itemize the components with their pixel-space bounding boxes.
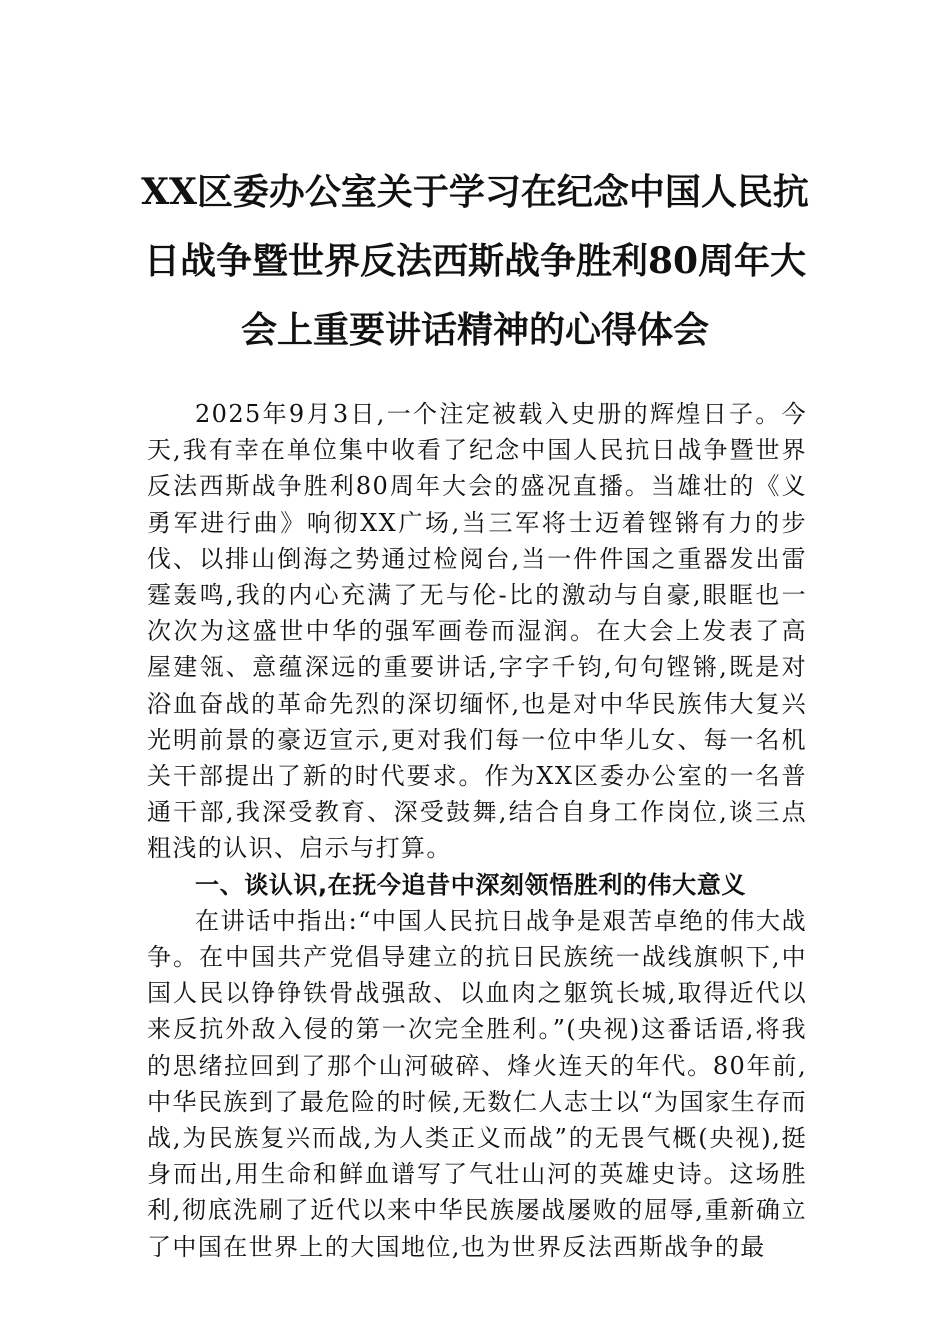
title-line-1: XX区委办公室关于学习在纪念中国人民抗	[141, 171, 809, 213]
section-paragraph: 在讲话中指出:“中国人民抗日战争是艰苦卓绝的伟大战争。在中国共产党倡导建立的抗日民族统一战线旗帜下,中国人民以铮铮铁骨战强敌、以血肉之躯筑长城,取得近代以来反抗外敌入侵的第一次完全胜利。”(央视)这番话语,将我的思绪拉回到了那个山河破碎、烽火连天的年代。80年前,中华民族到了最危险的时候,无数仁人志士以“为国家生存而战,为民族复兴而战,为人类正义而战”的无畏气概(央视),挺身而出,用生命和鲜血谱写了气壮山河的英雄史诗。这场胜利,彻底洗刷了近代以来中华民族屡战屡败的屈辱,重新确立了中国在世界上的大国地位,也为世界反法西斯战争的最	[147, 906, 807, 1261]
section-heading: 一、谈认识,在抚今追昔中深刻领悟胜利的伟大意义	[195, 870, 746, 899]
document-title	[140, 158, 810, 365]
title-line-3: 会上重要讲话精神的心得体会	[240, 309, 709, 351]
title-line-2: 日战争暨世界反法西斯战争胜利80周年大	[143, 240, 807, 282]
document-body	[147, 396, 807, 1265]
intro-paragraph: 2025年9月3日,一个注定被载入史册的辉煌日子。今天,我有幸在单位集中收看了纪念中国人民抗日战争暨世界反法西斯战争胜利80周年大会的盛况直播。当雄壮的《义勇军进行曲》响彻XX广场,当三军将士迈着铿锵有力的步伐、以排山倒海之势通过检阅台,当一件件国之重器发出雷霆轰鸣,我的内心充满了无与伦-比的激动与自豪,眼眶也一次次为这盛世中华的强军画卷而湿润。在大会上发表了高屋建瓴、意蕴深远的重要讲话,字字千钧,句句铿锵,既是对浴血奋战的革命先烈的深切缅怀,也是对中华民族伟大复兴光明前景的豪迈宣示,更对我们每一位中华儿女、每一名机关干部提出了新的时代要求。作为XX区委办公室的一名普通干部,我深受教育、深受鼓舞,结合自身工作岗位,谈三点粗浅的认识、启示与打算。	[147, 400, 807, 863]
